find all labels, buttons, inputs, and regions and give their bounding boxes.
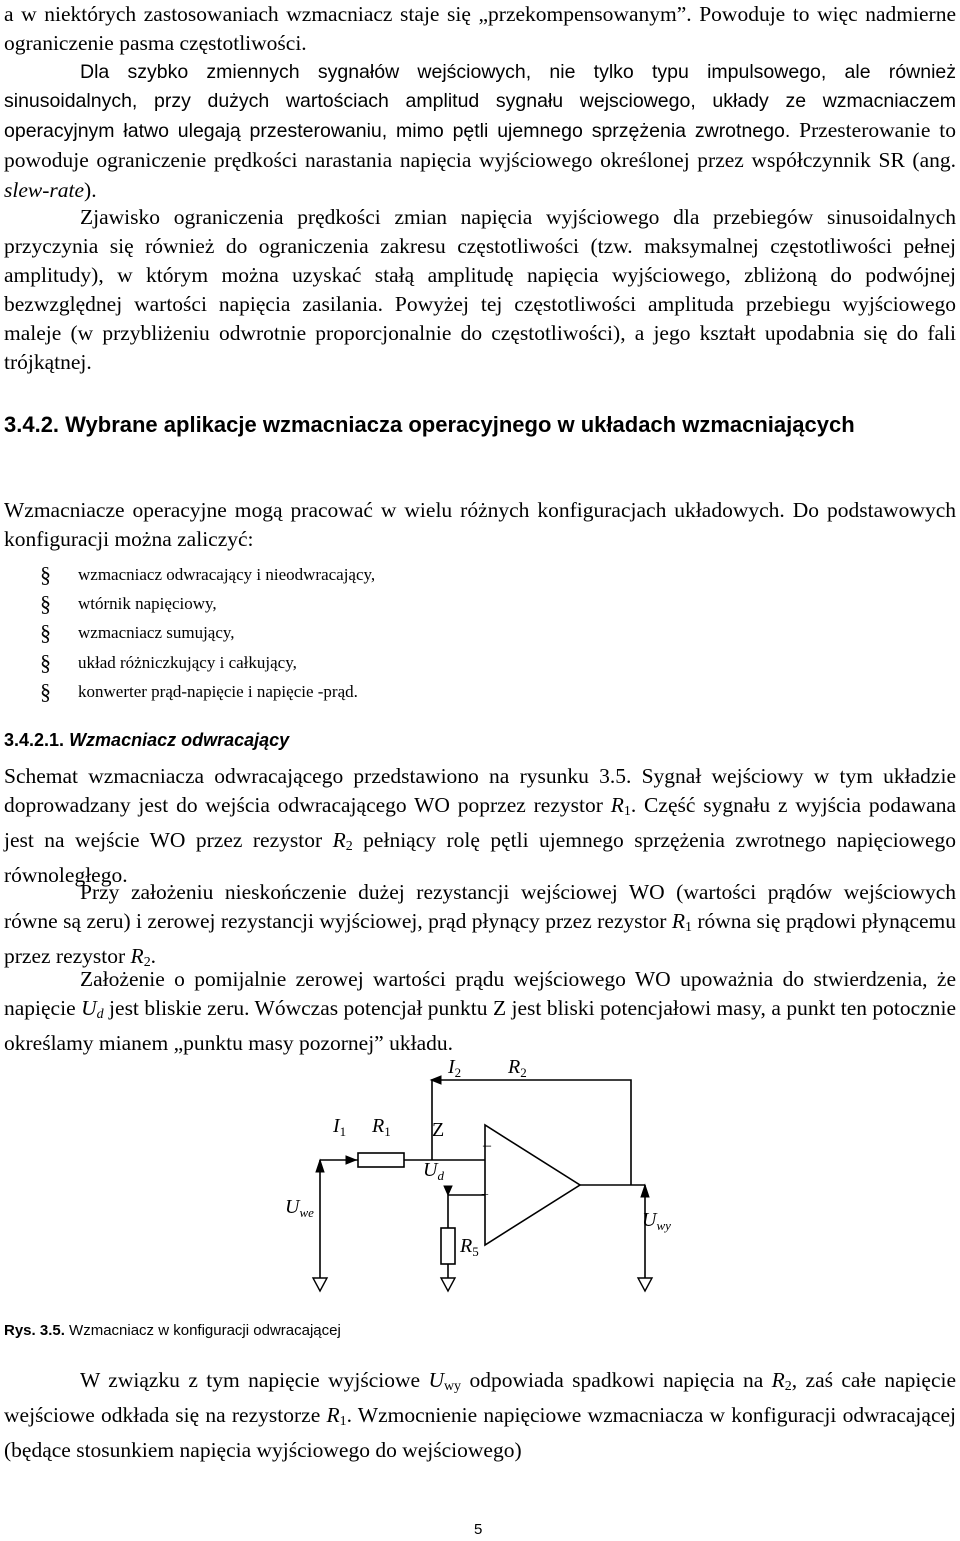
list-item-text: wzmacniacz odwracający i nieodwracający, [78, 564, 376, 584]
caption-text: Wzmacniacz w konfiguracji odwracającej [69, 1322, 341, 1339]
figure-caption [4, 1322, 341, 1339]
p6b: . Część sygnału z wyjścia podawana jest na wejście WO przez rezystor [4, 793, 956, 852]
label-minus: – [483, 1137, 491, 1154]
paragraph-frequency-limit [4, 203, 956, 377]
label-ud: $U_d$ [423, 1159, 444, 1183]
p7b: równa się prądowi płynącemu przez rezystor [4, 909, 957, 968]
paragraph-output-voltage [4, 1366, 956, 1465]
subscript: 1 [684, 919, 692, 935]
paragraph-virtual-ground [4, 965, 956, 1058]
caption-label: Rys. 3.5. [4, 1322, 65, 1339]
list-item [40, 648, 375, 677]
symbol: R [671, 909, 685, 933]
label-plus: + [481, 1188, 489, 1203]
paragraph-text: Wzmacniacze operacyjne mogą pracować w wielu różnych konfiguracjach układowych. Do podstawowych konfiguracji można zaliczyć: [4, 498, 956, 551]
bullet-icon: § [40, 620, 51, 646]
slew-end: ). [84, 178, 97, 202]
list-item-text: konwerter prąd-napięcie i napięcie -prąd. [78, 681, 358, 701]
paragraph-overcompensation [4, 0, 956, 58]
subsection-heading [4, 730, 289, 751]
arrow-i1-icon [346, 1156, 356, 1164]
subsection-number: 3.4.2.1. [4, 730, 65, 750]
subscript: 1 [339, 1413, 347, 1429]
subscript: wy [443, 1378, 462, 1394]
configuration-list [40, 560, 375, 706]
paragraph-configurations [4, 496, 956, 554]
paragraph-text: Zjawisko ograniczenia prędkości zmian napięcia wyjściowego dla przebiegów sinusoidalnych przyczynia się również do ograniczenia zakresu częstotliwości (tzw. maksymalnej częstotliwości pełnej amplitudy), w którym można uzyskać stałą amplitudę napięcia wyjściowego, zbliżoną do podwójnej bezwzględnej wartości napięcia zasilania. Powyżej tej częstotliwości amplituda przebiegu wyjściowego maleje (w przybliżeniu odwrotnie proporcjonalnie do częstotliwości), a jego kształt upodabnia się do fali trójkątnej. [4, 205, 956, 374]
ground-icon [313, 1278, 327, 1291]
list-item-text: wzmacniacz sumujący, [78, 623, 235, 643]
opamp-triangle [485, 1125, 580, 1245]
list-item [40, 589, 375, 618]
list-item [40, 677, 375, 706]
symbol: R [326, 1402, 340, 1427]
arrow-ud-icon [444, 1186, 452, 1195]
paragraph-text: a w niektórych zastosowaniach wzmacniacz staje się „przekompensowanym”. Powoduje to więc nadmierne ograniczenie pasma częstotliwości. [4, 2, 956, 55]
paragraph-schematic [4, 762, 956, 890]
p9d: . Wzmocnienie napięciowe wzmacniacza w konfiguracji odwracającej (będące stosunkiem napięcia wyjściowego do wejściowego) [4, 1402, 957, 1462]
symbol: U [428, 1368, 444, 1392]
symbol: R [130, 943, 144, 968]
arrow-uwy-icon [641, 1185, 649, 1197]
p7c: . [150, 943, 157, 968]
paragraph-fast-signals [4, 58, 956, 206]
symbol: R [610, 793, 624, 817]
inverting-amplifier-schematic [0, 1050, 960, 1312]
label-i1: $I_1$ [333, 1115, 347, 1139]
arrow-uwe-icon [316, 1160, 324, 1172]
label-r5: $R_5$ [460, 1235, 479, 1259]
p6c: pełniący rolę pętli ujemnego sprzężenia zwrotnego napięciowego równoległego. [4, 827, 957, 887]
label-i2: $I_2$ [448, 1056, 462, 1080]
symbol: U [81, 996, 97, 1020]
list-item [40, 560, 375, 589]
plus-input-wire [448, 1195, 485, 1228]
p8b: jest bliskie zeru. Wówczas potencjał punktu Z jest bliski potencjałowi masy, a punkt ten potocznie określamy mianem „punktu masy pozornej” układu. [4, 996, 957, 1055]
bullet-icon: § [40, 678, 51, 704]
paragraph-assumption [4, 878, 956, 977]
p9c: , zaś całe napięcie wejściowe odkłada się na rezystorze [4, 1368, 956, 1427]
paragraph-text: Dla szybko zmiennych sygnałów wejściowych, nie tylko typu impulsowego, ale również sinusoidalnych, przy dużych wartościach amplitud sygnału wejsciowego, układy ze wzmacniaczem operacyjnym łatwo ulegają przesterowaniu, mimo pętli ujemnego sprzężenia zwrotnego. [4, 61, 956, 142]
subscript: 1 [623, 803, 631, 819]
subscript: 2 [784, 1378, 792, 1394]
ground-icon [441, 1278, 455, 1291]
p9a: W związku z tym napięcie wyjściowe [80, 1368, 421, 1392]
bullet-icon: § [40, 590, 51, 616]
list-item [40, 619, 375, 648]
subscript: d [96, 1006, 104, 1022]
slew-rate-term: slew-rate [4, 178, 85, 202]
section-heading: 3.4.2. Wybrane aplikacje wzmacniacza operacyjnego w układach wzmacniających [4, 412, 855, 437]
bullet-icon: § [40, 561, 51, 587]
label-uwy: $U_{wy}$ [642, 1209, 671, 1233]
bullet-icon: § [40, 649, 51, 675]
subscript: 2 [143, 954, 151, 970]
label-r2: $R_2$ [508, 1056, 527, 1080]
feedback-wire [432, 1080, 631, 1185]
p8a: Założenie o pomijalnie zerowej wartości prądu wejściowego WO upoważnia do stwierdzenia, że napięcie [4, 967, 956, 1020]
symbol: R [771, 1368, 785, 1392]
slew-text: Przesterowanie to powoduje ograniczenie prędkości narastania napięcia wyjściowego określonej przez współczynnik SR (ang. [4, 118, 956, 172]
p6a: Schemat wzmacniacza odwracającego przedstawiono na rysunku 3.5. Sygnał wejściowy w tym układzie doprowadzany jest do wejścia odwracającego WO poprzez rezystor [4, 764, 956, 817]
label-uwe: $U_{we}$ [285, 1196, 314, 1220]
resistor-r5 [441, 1228, 455, 1264]
p9b: odpowiada spadkowi napięcia na [469, 1368, 764, 1392]
subscript: 2 [345, 838, 353, 854]
p7a: Przy założeniu nieskończenie dużej rezystancji wejściowej WO (wartości prądów wejściowych równe są zeru) i zerowej rezystancji wyjściowej, prąd płynący przez rezystor [4, 880, 956, 933]
label-z: Z [432, 1119, 445, 1141]
resistor-r1 [358, 1153, 404, 1167]
page-number: 5 [474, 1521, 483, 1538]
subsection-title: Wzmacniacz odwracający [69, 730, 290, 750]
symbol: R [332, 827, 346, 852]
list-item-text: układ różniczkujący i całkujący, [78, 652, 297, 672]
label-r1: $R_1$ [372, 1115, 391, 1139]
ground-icon [638, 1278, 652, 1291]
list-item-text: wtórnik napięciowy, [78, 593, 217, 613]
